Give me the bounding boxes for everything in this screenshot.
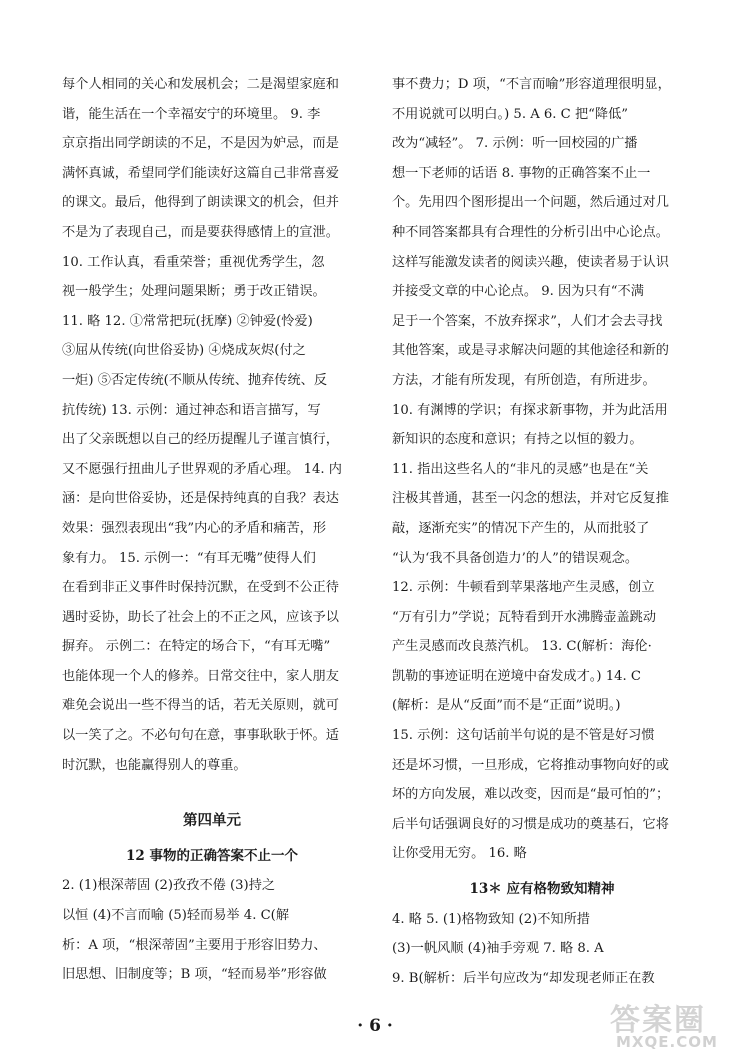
spacer bbox=[62, 780, 362, 806]
watermark-logo-text: 答案圈 bbox=[610, 1003, 706, 1038]
lesson-12-title: 12 事物的正确答案不止一个 bbox=[126, 847, 298, 864]
text-line: 京京指出同学朗读的不足，不是因为妒忌，而是 bbox=[62, 136, 339, 152]
right-column bbox=[392, 70, 692, 993]
text-line: 视一般学生；处理问题果断；勇于改正错误。 bbox=[62, 284, 326, 300]
text-line: 让你受用无穷。 16. 略 bbox=[392, 846, 527, 862]
text-line: 11. 指出这些名人的“非凡的灵感”也是在“关 bbox=[392, 461, 649, 477]
left-answer-block-1 bbox=[62, 70, 362, 780]
right-answer-block-2 bbox=[392, 905, 692, 994]
text-line: 注极其普通，甚至一闪念的想法，并对它反复推 bbox=[392, 491, 669, 507]
text-line: 不用说就可以明白。) 5. A 6. C 把“降低” bbox=[392, 106, 629, 122]
lesson-13-title: 13＊ 应有格物致知精神 bbox=[469, 881, 615, 898]
text-line: 这样写能激发读者的阅读兴趣，使读者易于认识 bbox=[392, 254, 669, 270]
watermark-logo bbox=[606, 995, 746, 1055]
text-line: 抗传统) 13. 示例：通过神态和语言描写，写 bbox=[62, 402, 321, 418]
page-number: · 6 · bbox=[357, 1016, 393, 1036]
text-line: 11. 略 12. ①常常把玩(抚摩) ②钟爱(怜爱) bbox=[62, 313, 313, 329]
unit-title: 第四单元 bbox=[183, 812, 241, 830]
text-line: 又不愿强行扭曲儿子世界观的矛盾心理。 14. 内 bbox=[62, 461, 342, 477]
text-line: 谐，能生活在一个幸福安宁的环境里。 9. 李 bbox=[62, 106, 321, 122]
text-line: “认为‘我不具备创造力’的人”的错误观念。 bbox=[392, 550, 639, 566]
text-line: 方法，才能有所发现，有所创造，有所进步。 bbox=[392, 372, 656, 388]
text-line: 一炬) ⑤否定传统(不顺从传统、抛弃传统、反 bbox=[62, 372, 328, 388]
text-line: 凯勒的事迹证明在逆境中奋发成才。) 14. C bbox=[392, 668, 641, 684]
text-line: 12. 示例：牛顿看到苹果落地产生灵感，创立 bbox=[392, 580, 655, 596]
text-line: 在看到非正义事件时保持沉默，在受到不公正待 bbox=[62, 580, 339, 596]
text-line: 其他答案，或是寻求解决问题的其他途径和新的 bbox=[392, 343, 669, 359]
text-line: 2. (1)根深蒂固 (2)孜孜不倦 (3)持之 bbox=[62, 878, 276, 894]
text-line: 象有力。 15. 示例一：“有耳无嘴”使得人们 bbox=[62, 550, 316, 566]
text-line: 想一下老师的话语 8. 事物的正确答案不止一 bbox=[392, 165, 651, 181]
text-line: 不是为了表现自己，而是要获得感情上的宣泄。 bbox=[62, 224, 339, 240]
text-line: (解析：是从“反面”而不是“正面”说明。) bbox=[392, 698, 621, 714]
text-line: 摒弃。 示例二：在特定的场合下，“有耳无嘴” bbox=[62, 639, 331, 655]
text-line: ③屈从传统(向世俗妥协) ④烧成灰烬(付之 bbox=[62, 343, 306, 359]
text-line: 敲，逐渐充实”的情况下产生的，从而批驳了 bbox=[392, 520, 650, 536]
text-line: 涵：是向世俗妥协，还是保持纯真的自我？表达 bbox=[62, 491, 339, 507]
text-line: 新知识的态度和意识；有持之以恒的毅力。 bbox=[392, 432, 643, 448]
text-line: 足于一个答案，不放弃探求”，人们才会去寻找 bbox=[392, 313, 663, 329]
text-line: 后半句话强调良好的习惯是成功的奠基石，它将 bbox=[392, 816, 669, 832]
text-line: 的课文。最后，他得到了朗读课文的机会，但并 bbox=[62, 195, 339, 211]
text-line: 满怀真诚，希望同学们能读好这篇自己非常喜爱 bbox=[62, 165, 339, 181]
text-line: “万有引力”学说；瓦特看到开水沸腾壶盖跳动 bbox=[392, 609, 657, 625]
text-line: 旧思想、旧制度等；B 项，“轻而易举”形容做 bbox=[62, 967, 327, 983]
right-answer-block-1 bbox=[392, 70, 692, 869]
text-line: 也能体现一个人的修养。日常交往中，家人朋友 bbox=[62, 668, 339, 684]
text-line: 改为“减轻”。 7. 示例：听一回校园的广播 bbox=[392, 136, 638, 152]
text-line: 10. 有渊博的学识；有探求新事物，并为此活用 bbox=[392, 402, 668, 418]
text-line: 9. B(解析：后半句应改为“却发现老师正在教 bbox=[392, 970, 655, 986]
text-line: 产生灵感而改良蒸汽机。 13. C(解析：海伦· bbox=[392, 639, 652, 655]
text-line: 并接受文章的中心论点。 9. 因为只有“不满 bbox=[392, 284, 644, 300]
text-line: 出了父亲既想以自己的经历提醒儿子谨言慎行， bbox=[62, 432, 339, 448]
text-line: 遇时妥协，助长了社会上的不正之风，应该予以 bbox=[62, 609, 339, 625]
left-column bbox=[62, 70, 362, 990]
text-line: (3)一帆风顺 (4)袖手旁观 7. 略 8. A bbox=[392, 941, 604, 957]
text-line: 种不同答案都具有合理性的分析引出中心论点。 bbox=[392, 224, 669, 240]
left-answer-block-2 bbox=[62, 871, 362, 989]
text-line: 以恒 (4)不言而喻 (5)轻而易举 4. C(解 bbox=[62, 908, 290, 924]
text-line: 坏的方向发展，难以改变，因而是“最可怕的”； bbox=[392, 787, 670, 803]
text-line: 还是坏习惯，一旦形成，它将推动事物向好的或 bbox=[392, 757, 669, 773]
text-line: 以一笑了之。不必句句在意，事事耿耿于怀。适 bbox=[62, 728, 339, 744]
text-line: 10. 工作认真，看重荣誉；重视优秀学生，忽 bbox=[62, 254, 325, 270]
watermark-url: MXQE.COM bbox=[616, 1033, 718, 1051]
text-line: 每个人相同的关心和发展机会；二是渴望家庭和 bbox=[62, 77, 339, 92]
text-line: 析：A 项，“根深蒂固”主要用于形容旧势力、 bbox=[62, 937, 327, 953]
text-line: 事不费力；D 项，“不言而喻”形容道理很明显， bbox=[392, 77, 671, 92]
text-line: 时沉默，也能赢得别人的尊重。 bbox=[62, 757, 247, 773]
text-line: 15. 示例：这句话前半句说的是不管是好习惯 bbox=[392, 728, 655, 744]
text-line: 个。先用四个图形提出一个问题，然后通过对几 bbox=[392, 195, 669, 211]
text-line: 4. 略 5. (1)格物致知 (2)不知所措 bbox=[392, 911, 590, 927]
text-line: 难免会说出一些不得当的话，若无关原则，就可 bbox=[62, 698, 339, 714]
text-line: 效果：强烈表现出“我”内心的矛盾和痛苦，形 bbox=[62, 520, 327, 536]
